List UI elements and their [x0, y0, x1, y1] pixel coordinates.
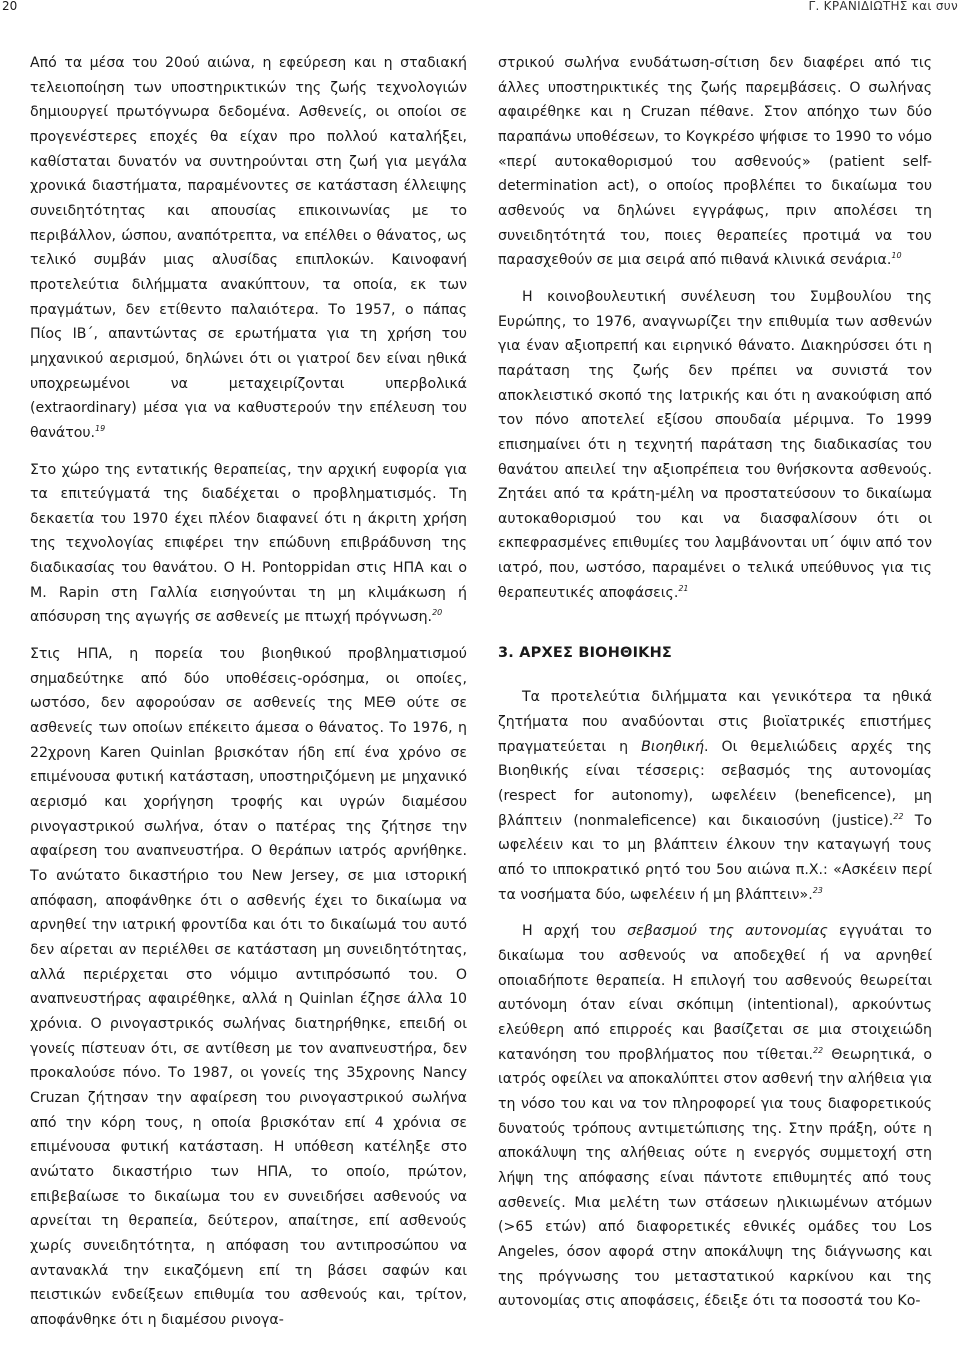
paragraph-text: . Οι θεμελιώδεις αρχές της Βιοηθικής είναι τέσσερις: σεβασμός της αυτονομίας (respect for autonomy), ωφελέειν (beneficence), μη βλάπτειν (nonmaleficence) και δικαιοσύνη (justice).	[498, 738, 932, 829]
running-title: Γ. ΚΡΑΝΙΔΙΩΤΗΣ και συν	[808, 0, 958, 13]
citation-ref: 22	[893, 811, 904, 821]
emphasis-term: Βιοηθική	[641, 738, 704, 755]
citation-ref: 20	[432, 608, 443, 618]
page-number: 20	[2, 0, 18, 13]
paragraph	[498, 51, 932, 273]
paragraph-text: Από τα μέσα του 20ού αιώνα, η εφεύρεση και η σταδιακή τελειοποίηση των υποστηρικτικών της ζωής τεχνολογιών δημιουργεί πρωτόγνωρα δεδομένα. Ασθενείς, οι οποίοι σε προγενέστερες εποχές θα είχαν προ πολλού καταλήξει, καθίσταται δυνατόν να συντηρούνται στη ζωή για μεγάλα χρονικά διαστήματα, παραμένοντες σε κατάσταση έλλειψης συνειδητότητας και απουσίας επικοινωνίας με το περιβάλλον, ώσπου, αναπότρεπτα, να επέλθει ο θάνατος, ως τελικό συμβάν μιας αλυσίδας επιπλοκών. Καινοφανή προτελεύτια διλήμματα ανακύπτουν, τα οποία, εκ των πραγμάτων, δεν ετίθεντο παλαιότερα. Το 1957, ο πάπας Πίος ΙΒ΄, απαντώντας σε ερωτήματα για τη χρήση του μηχανικού αερισμού, δηλώνει ότι οι γιατροί δεν είναι ηθικά υποχρεωμένοι να μεταχειρίζονται υπερβολικά (extraordinary) μέσα για να καθυστερούν την επέλευση του θανάτου.	[30, 55, 467, 441]
right-column	[498, 51, 932, 1314]
paragraph-text: Τα προτελεύτια διλήμματα και γενικότερα τα ηθικά ζητήματα που αναδύονται στις βιοϊατρικές επιστήμες πραγματεύεται η	[498, 689, 932, 755]
paragraph	[498, 285, 932, 606]
citation-ref: 19	[95, 423, 106, 433]
citation-ref: 22	[812, 1045, 824, 1055]
paragraph	[30, 642, 467, 1332]
paragraph-text: Στις ΗΠΑ, η πορεία του βιοηθικού προβληματισμού σημαδεύτηκε από δύο υποθέσεις-ορόσημα, οι οποίες, ωστόσο, δεν αφορούσαν σε ασθενείς της ΜΕΘ ούτε σε ασθενείς των οποίων επέκειτο άμεσα ο θάνατος. Το 1976, η 22χρονη Karen Quinlan βρισκόταν ήδη επί ένα χρόνο σε επιμένουσα φυτική κατάσταση, υποστηριζόμενη με μηχανικό αερισμό και χορήγηση τροφής και υγρών διαμέσου ρινογαστρικού σωλήνα, όταν ο πατέρας της ζήτησε την αφαίρεση του αναπνευστήρα. Ο θεράπων ιατρός αρνήθηκε. Το ανώτατο δικαστήριο του New Jersey, σε μια ιστορική απόφαση, αποφάνθηκε ότι ο ασθενής έχει το δικαίωμα να αρνηθεί την ιατρική φροντίδα και ότι το δικαίωμά του αυτό δεν αίρεται αν περιέλθει σε κατάσταση μη συνειδητότητας, αλλά περιέρχεται στο νόμιμο αντιπρόσωπό του. Ο αναπνευστήρας αφαιρέθηκε, αλλά η Quinlan έζησε άλλα 10 χρόνια. Ο ρινογαστρικός σωλήνας διατηρήθηκε, επειδή οι γονείς πίστευαν ότι, σε αντίθεση με τον αναπνευστήρα, δεν προκαλούσε πόνο. Το 1987, οι γονείς της 35χρονης Nancy Cruzan ζήτησαν την αφαίρεση του ρινογαστρικού σωλήνα από την κόρη τους, η οποία βρισκόταν επί 4 χρόνια σε επιμένουσα φυτική κατάσταση. Η υπόθεση κατέληξε στο ανώτατο δικαστήριο των ΗΠΑ, το οποίο, πρώτον, επιβεβαίωσε το δικαίωμα του εν συνειδήσει ασθενούς να αρνείται τη θεραπεία, δεύτερον, απαίτησε, επί ασθενούς χωρίς συνειδητότητα, η απόφαση του αντιπροσώπου να αντανακλά την εικαζόμενη επί τη βάσει σαφών και πειστικών ενδείξεων επιθυμία του ασθενούς και, τρίτον, αποφάνθηκε ότι η διαμέσου ρινογα-	[30, 646, 467, 1328]
paragraph-text: Στο χώρο της εντατικής θεραπείας, την αρχική ευφορία για τα επιτεύγματά της διαδέχεται ο προβληματισμός. Τη δεκαετία του 1970 έχει πλέον διαφανεί ότι η άκριτη χρήση της τεχνολογίας επιφέρει την επώδυνη επιβράδυνση της διαδικασίας του θανάτου. Ο Η. Pontoppidan στις ΗΠΑ και ο Μ. Rapin στη Γαλλία εισηγούνται τη μη κλιμάκωση ή απόσυρση της αγωγής σε ασθενείς με πτωχή πρόγνωση.	[30, 461, 467, 626]
emphasis-term: σεβασμού της αυτονομίας	[627, 923, 828, 940]
paragraph-text: Το ωφελέειν και το μη βλάπτειν έλκουν την καταγωγή τους από το ιπποκρατικό ρητό του 5ου αιώνα π.Χ.: «Ασκέειν περί τα νοσήματα δύο, ωφελέειν ή μη βλάπτειν».	[498, 812, 932, 903]
citation-ref: 23	[812, 885, 823, 895]
citation-ref: 10	[891, 251, 902, 261]
citation-ref: 21	[678, 583, 689, 593]
running-header	[0, 0, 960, 14]
paragraph-text: Η κοινοβουλευτική συνέλευση του Συμβουλίου της Ευρώπης, το 1976, αναγνωρίζει την επιθυμία των ασθενών για έναν αξιοπρεπή και ειρηνικό θάνατο. Διακηρύσσει ότι η παράταση της ζωής δεν πρέπει να συνιστά τον αποκλειστικό σκοπό της Ιατρικής και ότι η ανακούφιση από τον πόνο αποτελεί εξίσου σπουδαία μέριμνα. Το 1999 επισημαίνει ότι η τεχνητή παράταση της διαδικασίας του θανάτου απειλεί την αξιοπρέπεια του θνήσκοντα ασθενούς. Ζητάει από τα κράτη-μέλη να προστατεύσουν το δικαίωμα αυτοκαθορισμού του και να διασφαλίσουν ότι οι εκπεφρασμένες επιθυμίες του λαμβάνονται υπ΄ όψιν από τον ιατρό, που, ωστόσο, παραμένει ο τελικά υπεύθυνος για τις θεραπευτικές αποφάσεις.	[498, 288, 932, 601]
section-heading: 3. ΑΡΧΕΣ ΒΙΟΗΘΙΚΗΣ	[498, 645, 673, 662]
paragraph	[498, 919, 932, 1314]
paragraph-text: εγγυάται το δικαίωμα του ασθενούς να αποδεχθεί ή να αρνηθεί οποιαδήποτε θεραπεία. Η επιλογή του ασθενούς θεωρείται αυτόνομη όταν είναι σκόπιμη (intentional), αρκούντως ελεύθερη από επιρροές και βασίζεται σε μια στοιχειώδη κατανόηση του προβλήματος που τίθεται.	[498, 923, 932, 1063]
paragraph	[498, 685, 932, 907]
paragraph	[30, 458, 467, 631]
left-column	[30, 51, 467, 1332]
paragraph	[30, 51, 467, 446]
paragraph-text: Θεωρητικά, ο ιατρός οφείλει να αποκαλύπτει στον ασθενή την αλήθεια για τη νόσο του και να τον πληροφορεί για τους διαφορετικούς δυνατούς τρόπους αντιμετώπισης της. Στην πράξη, ούτε η αποκάλυψη της αλήθειας ούτε η ενεργός συμμετοχή στη λήψη της απόφασης είναι πάντοτε επιθυμητές από τους ασθενείς. Μια μελέτη των στάσεων ηλικιωμένων ατόμων (>65 ετών) από διαφορετικές εθνικές ομάδες του Los Angeles, όσον αφορά στην αποκάλυψη της διάγνωσης και της πρόγνωσης του μεταστατικού καρκίνου και της αυτονομίας στις αποφάσεις, έδειξε ότι τα ποσοστά του Κο-	[498, 1046, 932, 1310]
paragraph-text: στρικού σωλήνα ενυδάτωση-σίτιση δεν διαφέρει από τις άλλες υποστηρικτικές της ζωής παρεμβάσεις. Ο σωλήνας αφαιρέθηκε και η Cruzan πέθανε. Στον απόηχο των δύο παραπάνω υποθέσεων, το Κογκρέσο ψήφισε το 1990 το νόμο «περί αυτοκαθορισμού του ασθενούς» (patient self-determination act), ο οποίος προβλέπει το δικαίωμα του ασθενούς να δηλώνει εγγράφως, πριν απολέσει τη συνειδητότητά του, ποιες θεραπείες προτιμά να του παρασχεθούν σε μια σειρά από πιθανά κλινικά σενάρια.	[498, 55, 932, 269]
paragraph-text: Η αρχή του	[522, 923, 628, 940]
